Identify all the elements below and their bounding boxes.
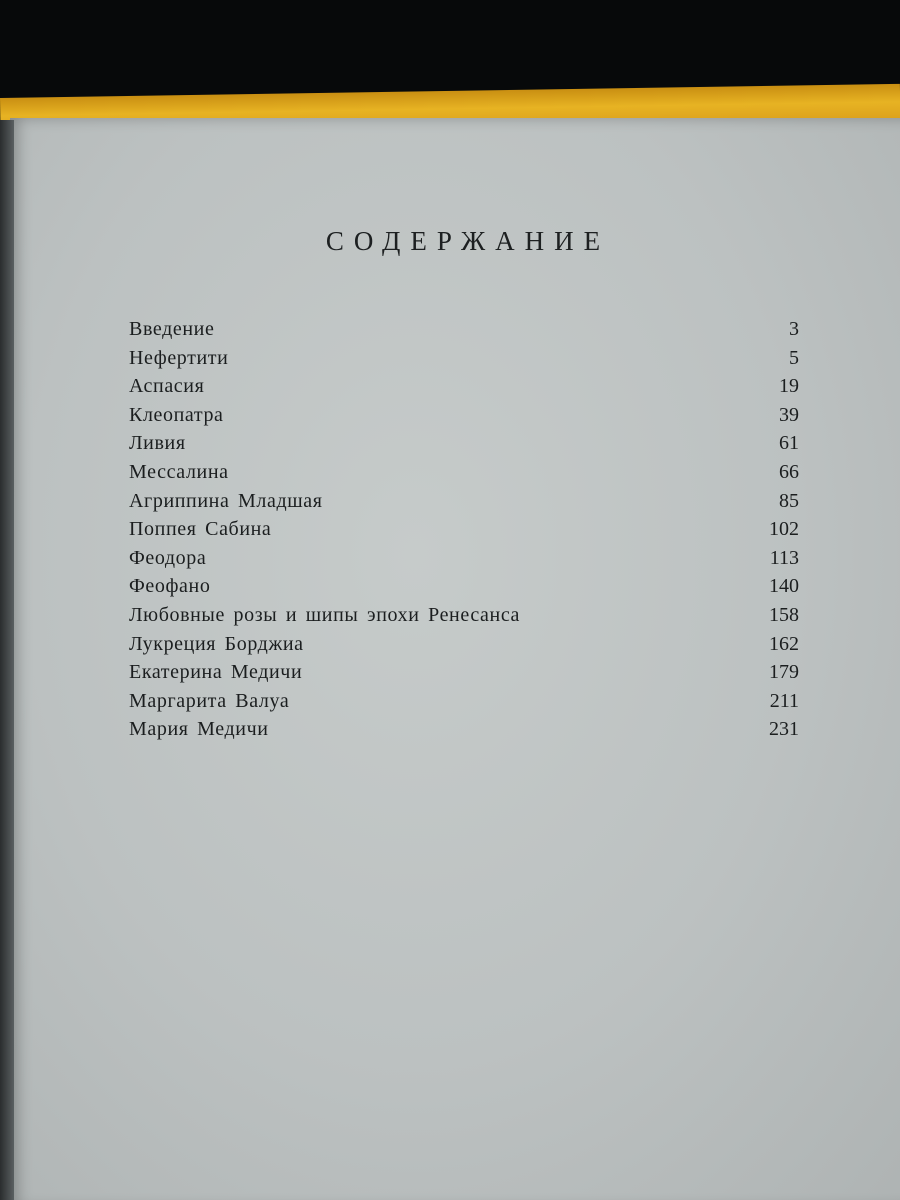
toc-entry — [129, 633, 799, 662]
toc-entry-title: Нефертити — [129, 346, 229, 369]
toc-entry-page-number: 179 — [769, 661, 799, 684]
toc-entry-page-number: 85 — [779, 489, 799, 512]
toc-entry — [129, 661, 799, 690]
toc-entry — [129, 575, 799, 604]
toc-entry-page-number: 231 — [769, 718, 799, 741]
toc-entry-title: Лукреция Борджиа — [129, 632, 304, 655]
toc-entry-page-number: 3 — [789, 318, 799, 340]
toc-entry-page-number: 158 — [769, 603, 799, 626]
toc-entry-title: Введение — [129, 318, 215, 340]
toc-entry-title: Маргарита Валуа — [129, 689, 290, 712]
book-page — [10, 118, 900, 1200]
toc-entry-title: Клеопатра — [129, 403, 224, 426]
page-spine-shadow — [0, 120, 14, 1200]
toc-entry-page-number: 140 — [769, 575, 799, 598]
toc-entry — [129, 461, 799, 490]
toc-entry — [129, 690, 799, 719]
toc-entry-page-number: 66 — [779, 460, 799, 483]
toc-entry-title: Поппея Сабина — [129, 518, 272, 541]
toc-entry-title: Мессалина — [129, 460, 229, 483]
table-of-contents — [129, 318, 799, 747]
toc-entry-title: Мария Медичи — [129, 718, 269, 741]
toc-entry — [129, 518, 799, 547]
toc-entry — [129, 432, 799, 461]
toc-entry-page-number: 39 — [779, 403, 799, 426]
toc-entry-page-number: 5 — [789, 346, 799, 369]
toc-entry — [129, 347, 799, 376]
toc-entry — [129, 718, 799, 747]
toc-entry-page-number: 113 — [769, 546, 799, 569]
page-heading: СОДЕРЖАНИЕ — [325, 226, 611, 256]
toc-entry-title: Ливия — [129, 432, 186, 455]
toc-entry-page-number: 19 — [779, 375, 799, 398]
toc-entry — [129, 604, 799, 633]
toc-entry — [129, 547, 799, 576]
toc-entry-title: Любовные розы и шипы эпохи Ренесанса — [129, 603, 521, 626]
toc-entry-title: Феофано — [129, 575, 211, 598]
toc-entry-title: Екатерина Медичи — [129, 661, 303, 684]
toc-entry-page-number: 102 — [769, 518, 799, 541]
toc-entry-page-number: 211 — [769, 689, 799, 712]
toc-entry — [129, 318, 799, 347]
toc-entry-page-number: 61 — [779, 432, 799, 455]
toc-entry — [129, 375, 799, 404]
toc-entry-title: Феодора — [129, 546, 207, 569]
toc-entry — [129, 490, 799, 519]
toc-entry — [129, 404, 799, 433]
toc-entry-title: Аспасия — [129, 375, 205, 398]
toc-entry-title: Агриппина Младшая — [129, 489, 323, 512]
toc-entry-page-number: 162 — [769, 632, 799, 655]
